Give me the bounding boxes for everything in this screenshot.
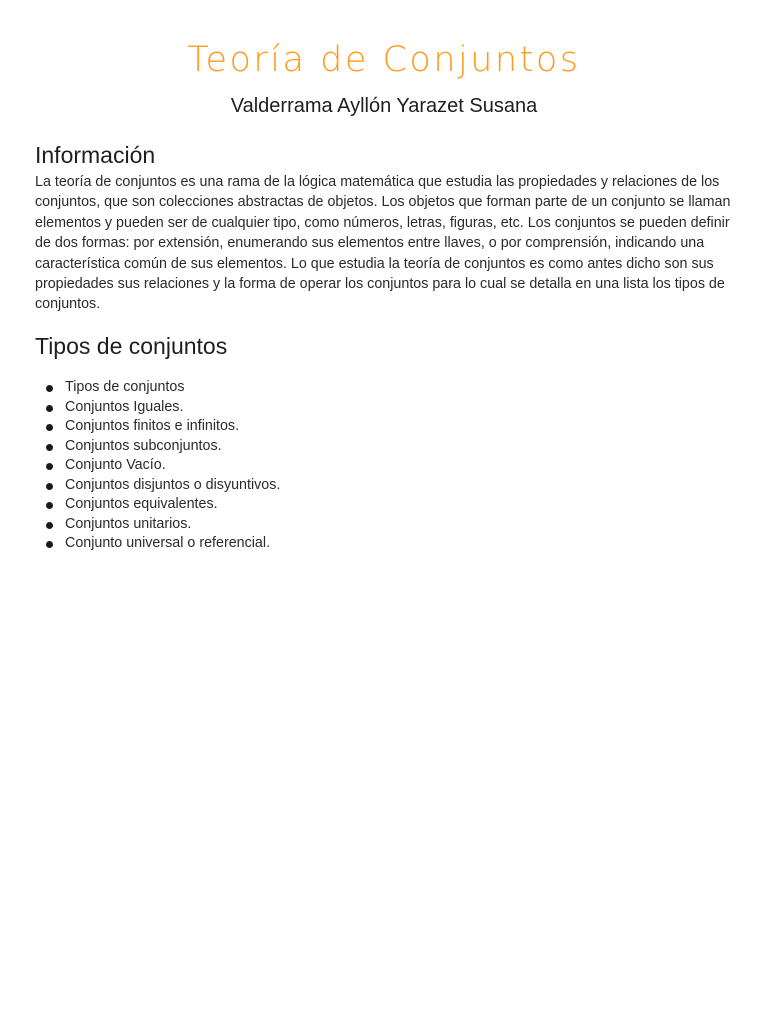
list-item — [35, 398, 280, 418]
document-title: Teoría de Conjuntos — [187, 40, 581, 80]
bullet-icon — [46, 444, 53, 451]
list-item-text: Tipos de conjuntos — [65, 379, 185, 395]
bullet-icon — [46, 502, 53, 509]
list-item-text: Conjuntos Iguales. — [65, 398, 184, 415]
list-item-text: Conjunto universal o referencial. — [65, 535, 271, 551]
bullet-icon — [46, 405, 53, 412]
list-item-text: Conjuntos finitos e infinitos. — [65, 418, 240, 434]
bullet-icon — [46, 522, 53, 529]
list-item-text: Conjuntos equivalentes. — [65, 496, 218, 512]
list-item-text: Conjuntos unitarios. — [65, 515, 192, 532]
types-list — [35, 378, 280, 554]
list-item — [35, 515, 280, 535]
bullet-icon — [46, 385, 53, 392]
list-item-text: Conjunto Vacío. — [65, 457, 166, 473]
document-author: Valderrama Ayllón Yarazet Susana — [230, 95, 538, 117]
list-item — [35, 437, 280, 457]
list-item — [35, 476, 280, 496]
list-item — [35, 495, 280, 515]
bullet-icon — [46, 463, 53, 470]
list-item — [35, 378, 280, 398]
list-item — [35, 456, 280, 476]
bullet-icon — [46, 483, 53, 490]
info-paragraph: La teoría de conjuntos es una rama de la lógica matemática que estudia las propiedades y relaciones de los conjuntos, que son colecciones abstractas de objetos. Los objetos que forman parte de un conjunto se llaman elementos y pueden ser de cualquier tipo, como números, letras, figuras, etc. Los conjuntos se pueden definir de dos formas: por extensión, enumerando sus elementos entre llaves, o por comprensión, indicando una característica común de sus elementos. Lo que estudia la teoría de conjuntos es como antes dicho son sus propiedades sus relaciones y la forma de operar los conjuntos para lo cual se detalla en una lista los tipos de conjuntos. — [35, 174, 731, 313]
list-item — [35, 417, 280, 437]
bullet-icon — [46, 424, 53, 431]
info-heading: Información — [35, 142, 156, 168]
bullet-icon — [46, 541, 53, 548]
list-item-text: Conjuntos disjuntos o disyuntivos. — [65, 476, 281, 493]
types-heading: Tipos de conjuntos — [35, 333, 228, 359]
list-item — [35, 534, 280, 554]
list-item-text: Conjuntos subconjuntos. — [65, 437, 222, 454]
